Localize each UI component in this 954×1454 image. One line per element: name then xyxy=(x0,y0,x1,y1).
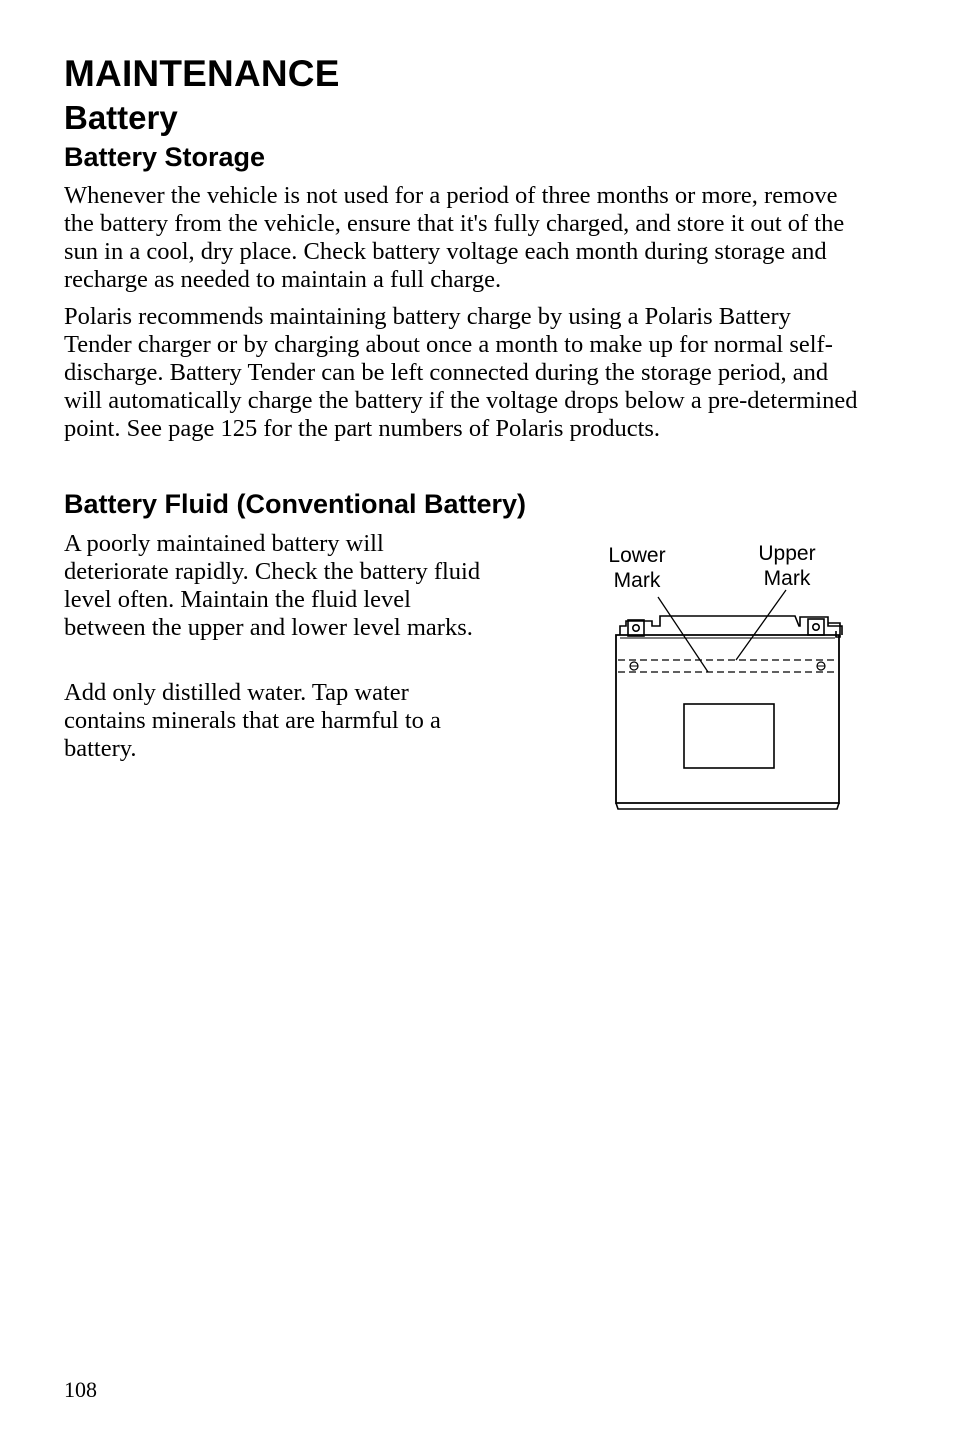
upper-mark-leader xyxy=(736,590,786,660)
battery-label-plate xyxy=(684,704,774,768)
fluid-paragraph-1: A poorly maintained battery will deteriorate rapidly. Check the battery fluid level often. Maintain the fluid level between the upper and lower level marks. xyxy=(64,530,481,641)
topic-title: Battery xyxy=(64,99,178,136)
negative-terminal xyxy=(628,620,644,636)
battery-storage-heading: Battery Storage xyxy=(64,142,266,172)
storage-paragraph-2: Polaris recommends maintaining battery charge by using a Polaris Battery Tender charger or by charging about once a month to make up for normal self-discharge. Battery Tender can be left connected during the storage period, and will automatically charge the battery if the voltage drops below a pre-determined point. See page 125 for the part numbers of Polaris products. xyxy=(64,303,858,442)
lower-mark-label: Lower Mark xyxy=(608,544,666,592)
battery-fluid-level-diagram xyxy=(590,535,870,820)
page-number: 108 xyxy=(64,1377,97,1402)
positive-terminal xyxy=(808,619,824,635)
fluid-paragraph-2: Add only distilled water. Tap water contains minerals that are harmful to a battery. xyxy=(64,679,441,762)
section-title: MAINTENANCE xyxy=(64,53,340,94)
battery-fluid-heading: Battery Fluid (Conventional Battery) xyxy=(64,489,527,519)
storage-paragraph-1: Whenever the vehicle is not used for a period of three months or more, remove the battery from the vehicle, ensure that it's fully charged, and store it out of the sun in a cool, dry place. Check battery voltage each month during storage and recharge as needed to maintain a full charge. xyxy=(64,182,845,293)
upper-mark-label: Upper Mark xyxy=(758,542,816,590)
